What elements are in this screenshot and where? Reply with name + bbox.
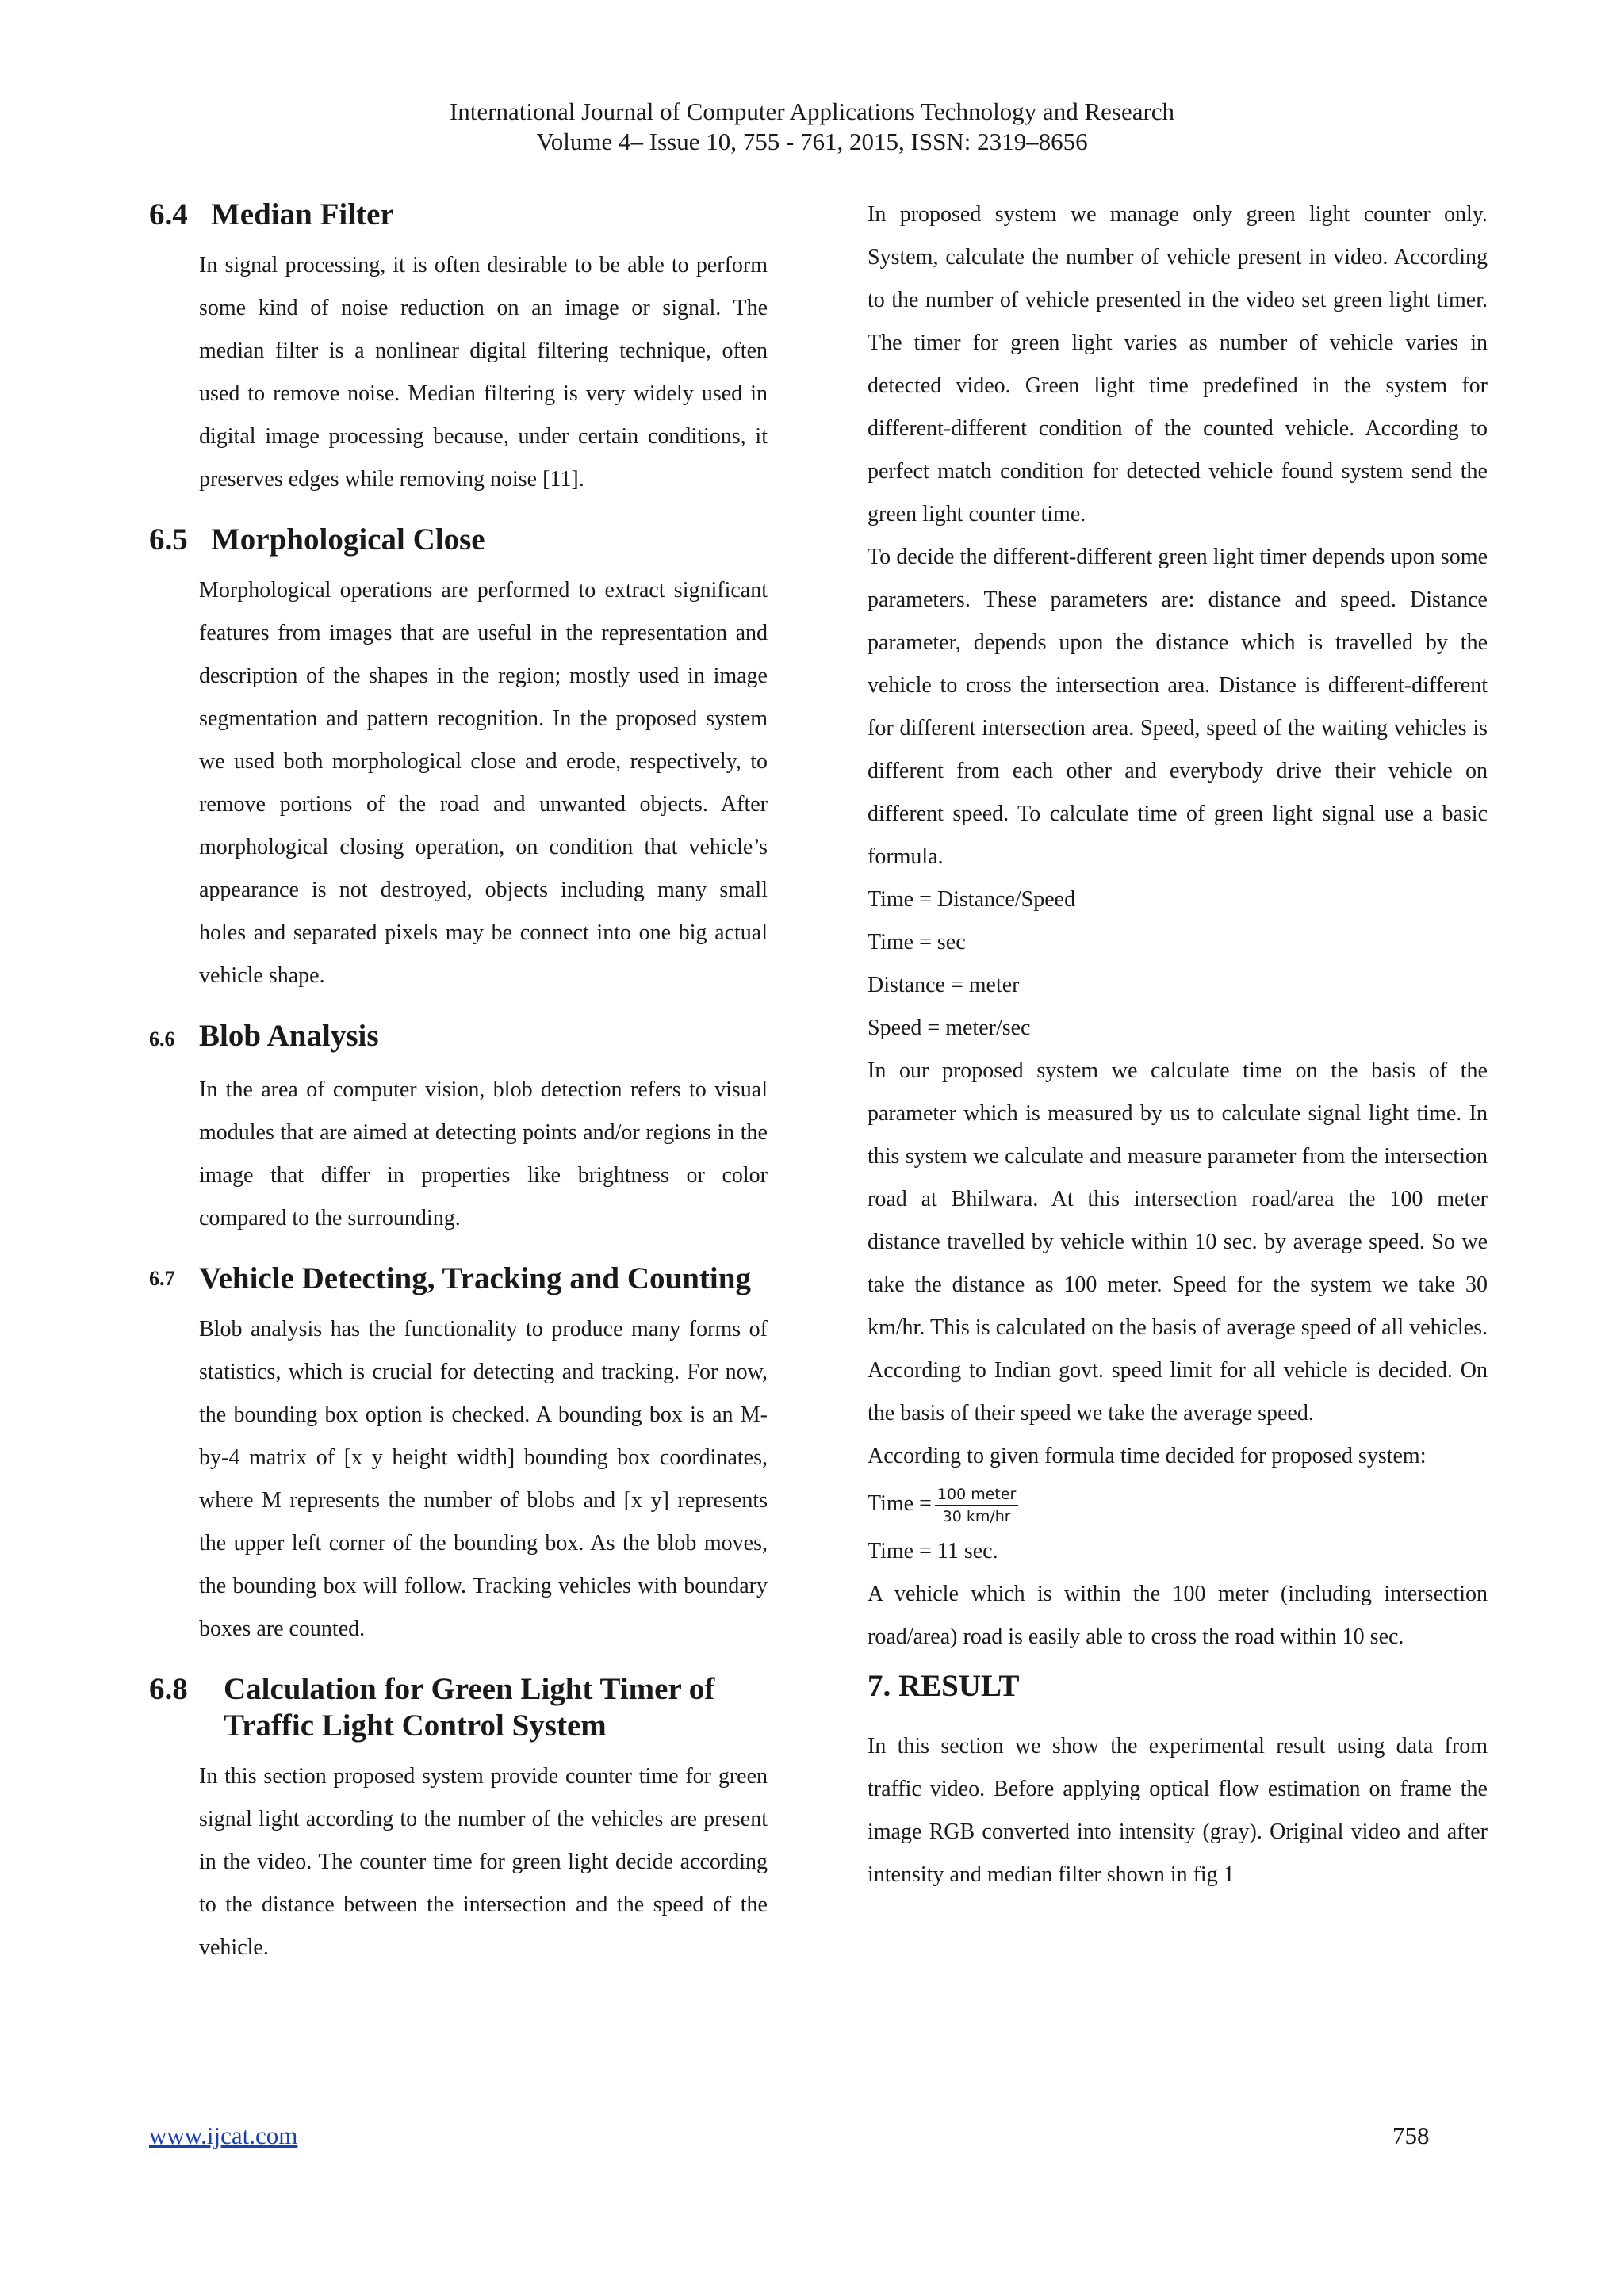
- section-body-6-4: In signal processing, it is often desirable to be able to perform some kind of noise reduction on an image or signal. The median filter is a nonlinear digital filtering technique, often used to remove noise. Median filtering is very widely used in digital image processing because, under certain conditions, it preserves edges while removing noise [11].: [199, 253, 768, 492]
- formula-result: Time = 11 sec.: [868, 1539, 998, 1563]
- formula-time-unit: Time = sec: [868, 930, 966, 955]
- paragraph-result: In this section we show the experimental result using data from traffic video. Before applying optical flow estimation on frame the image RGB converted into intensity (gray). Original video and after intensity and median filter shown in fig 1: [868, 1734, 1488, 1887]
- paragraph-formula-intro: According to given formula time decided for proposed system:: [868, 1444, 1427, 1468]
- section-heading-7-result: 7. RESULT: [868, 1669, 1020, 1703]
- paragraph-parameters: To decide the different-different green light timer depends upon some parameters. These parameters are: distance and speed. Distance parameter, depends upon the distance which is travelled by the vehicle to cross the intersection area. Distance is different-different for different intersection area. Speed, speed of the waiting vehicles is different from each other and everybody drive their vehicle on different speed. To calculate time of green light signal use a basic formula.: [868, 545, 1488, 869]
- journal-website-link[interactable]: www.ijcat.com: [149, 2122, 298, 2149]
- formula-fraction: Time = $\frac{\text{100 meter}}{30 km/hr}$: [868, 1478, 1488, 1530]
- section-heading-6-7: 6.7 Vehicle Detecting, Tracking and Counting: [149, 1261, 751, 1295]
- section-heading-6-4: 6.4 Median Filter: [149, 197, 394, 232]
- fraction: $\frac{\text{100 meter}}{30 km/hr}$: [935, 1485, 1018, 1526]
- journal-header: [0, 97, 1624, 157]
- section-heading-6-5: 6.5 Morphological Close: [149, 522, 485, 557]
- section-heading-6-6: 6.6 Blob Analysis: [149, 1019, 379, 1053]
- paragraph-green-light-counter: In proposed system we manage only green light counter only. System, calculate the number of vehicle present in video. According to the number of vehicle presented in the video set green light timer. The timer for green light varies as number of vehicle varies in detected video. Green light time predefined in the system for different-different condition of the counted vehicle. According to perfect match condition for detected vehicle found system send the green light counter time.: [868, 202, 1488, 526]
- paragraph-measurement: In our proposed system we calculate time on the basis of the parameter which is measured by us to calculate signal light time. In this system we calculate and measure parameter from the intersection road at Bhilwara. At this intersection road/area the 100 meter distance travelled by vehicle within 10 sec. by average speed. So we take the distance as 100 meter. Speed for the system we take 30 km/hr. This is calculated on the basis of average speed of all vehicles. According to Indian govt. speed limit for all vehicle is decided. On the basis of their speed we take the average speed.: [868, 1058, 1488, 1425]
- section-body-6-8: In this section proposed system provide counter time for green signal light according to the number of the vehicles are present in the video. The counter time for green light decide according to the distance between the intersection and the speed of the vehicle.: [199, 1764, 768, 1960]
- left-column: [149, 197, 768, 1969]
- right-column: [868, 193, 1488, 1896]
- section-heading-6-8: 6.8 Calculation for Green Light Timer of Traffic Light Control System: [149, 1672, 715, 1743]
- page-number: 758: [1392, 2122, 1430, 2149]
- section-body-6-7: Blob analysis has the functionality to produce many forms of statistics, which is crucial for detecting and tracking. For now, the bounding box option is checked. A bounding box is an M-by-4 matrix of [x y height width] bounding box coordinates, where M represents the number of blobs and [x y] represents the upper left corner of the bounding box. As the blob moves, the bounding box will follow. Tracking vehicles with boundary boxes are counted.: [199, 1317, 768, 1641]
- section-body-6-6: In the area of computer vision, blob detection refers to visual modules that are aimed at detecting points and/or regions in the image that differ in properties like brightness or color compared to the surrounding.: [199, 1077, 768, 1230]
- formula-speed-unit: Speed = meter/sec: [868, 1016, 1031, 1040]
- journal-title: International Journal of Computer Applications Technology and Research: [449, 98, 1175, 125]
- paragraph-conclusion: A vehicle which is within the 100 meter (including intersection road/area) road is easily able to cross the road within 10 sec.: [868, 1582, 1488, 1649]
- section-body-6-5: Morphological operations are performed to extract significant features from images that are useful in the representation and description of the shapes in the region; mostly used in image segmentation and pattern recognition. In the proposed system we used both morphological close and erode, respectively, to remove portions of the road and unwanted objects. After morphological closing operation, on condition that vehicle’s appearance is not destroyed, objects including many small holes and separated pixels may be connect into one big actual vehicle shape.: [199, 578, 768, 988]
- journal-volume: Volume 4– Issue 10, 755 - 761, 2015, ISSN: 2319–8656: [536, 128, 1088, 155]
- formula-distance-unit: Distance = meter: [868, 973, 1020, 997]
- formula-time: Time = Distance/Speed: [868, 887, 1076, 912]
